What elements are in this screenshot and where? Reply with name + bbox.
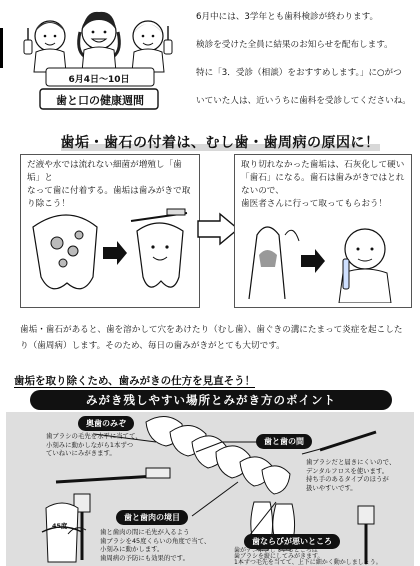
plaque-illustration bbox=[27, 207, 195, 303]
brushing-points-banner: みがき残しやすい場所とみがき方のポイント bbox=[30, 390, 392, 410]
week-date: 6月4日～10日 bbox=[68, 75, 130, 85]
left-edge-bar bbox=[0, 28, 3, 68]
notice-line: 6月中には、3学年とも歯科検診が終わります。 bbox=[196, 12, 379, 22]
caption-line: 歯ブラシを45度くらいの角度で当て、 bbox=[100, 536, 211, 545]
caption-line: 歯ブラシを縦にしてみがきます。 bbox=[234, 553, 324, 560]
caption-line: 1本ずつ毛先を当てて、上下に細かく動かしましょう。 bbox=[234, 559, 382, 566]
point-narabi-title: 歯ならびが悪いところ bbox=[244, 534, 340, 549]
point-haaida-caption bbox=[306, 458, 395, 492]
caption-line: 歯ブラシだと届きにくいので、 bbox=[306, 458, 396, 466]
caption-line: デンタルフロスを使います。 bbox=[306, 466, 389, 475]
caption-line: 歯がデコボコしているところは bbox=[234, 547, 318, 554]
body-paragraph: 歯垢・歯石があると、歯を溶かして穴をあけたり（むし歯）、歯ぐきの溝にたまって炎症を起こしたり（歯周病）します。そのため、毎日の歯みがきがとても大切です。 bbox=[20, 325, 403, 351]
caption-line: 歯ブラシの毛先を水平に当てて、 bbox=[46, 432, 142, 440]
plaque-text-line: なって歯に付着する。歯垢は歯みがきで取り除こう！ bbox=[27, 186, 191, 209]
point-sakai-caption bbox=[100, 528, 210, 562]
caption-line: 持ち手のあるタイプのほうが bbox=[306, 475, 389, 484]
point-okuba-title: 奥歯のみぞ bbox=[78, 416, 134, 431]
tartar-text bbox=[235, 155, 411, 215]
brushing-points-panel bbox=[6, 412, 414, 566]
angle-label: 45度 bbox=[52, 522, 68, 530]
tartar-text-line: 「歯石」になる。歯石は歯みがきではとれないので、 bbox=[241, 173, 405, 196]
notice-line: いていた人は、近いうちに歯科を受診してくださいね。 bbox=[196, 96, 411, 106]
caption-line: 歯周病の予防にも効果的です。 bbox=[100, 553, 189, 562]
caption-line: 扱いやすいです。 bbox=[306, 483, 357, 492]
point-narabi-caption bbox=[234, 548, 382, 566]
section-heading bbox=[60, 132, 380, 152]
plaque-box bbox=[20, 154, 200, 308]
caption-line: 小刻みに動かします。 bbox=[100, 545, 164, 554]
plaque-text bbox=[21, 155, 199, 215]
point-haaida-title: 歯と歯の間 bbox=[256, 434, 312, 449]
plaque-text-line: だ液や水では流れない細菌が増殖し「歯垢」と bbox=[27, 160, 182, 183]
caption-line: 小刻みに動かしながら1本ずつ bbox=[46, 440, 134, 449]
brushing-subheading bbox=[14, 373, 255, 388]
notice-line: 検診を受けた全員に結果のお知らせを配布します。 bbox=[196, 40, 393, 50]
point-sakai-title: 歯と歯肉の境目 bbox=[116, 510, 188, 525]
point-okuba-caption bbox=[46, 432, 142, 458]
tartar-illustration bbox=[239, 215, 407, 303]
notice-line: 特に「3．受診（相談）をおすすめします。」に○がつ bbox=[196, 68, 402, 78]
caption-line: ていねいにみがきます。 bbox=[46, 449, 116, 458]
tartar-box bbox=[234, 154, 412, 308]
caption-line: 歯と歯肉の間に毛先が入るよう bbox=[100, 528, 190, 536]
tartar-text-line: 取り切れなかった歯垢は、石灰化して硬い bbox=[241, 160, 405, 170]
week-title: 歯と口の健康週間 bbox=[56, 94, 144, 107]
brushing-subheading-text: 歯垢を取り除くため、歯みがきの仕方を見直そう！ bbox=[14, 375, 256, 387]
section-heading-text: 歯垢・歯石の付着は、むし歯・歯周病の原因に！ bbox=[60, 135, 380, 151]
tartar-text-line: 歯医者さんに行って取ってもらおう！ bbox=[241, 199, 388, 209]
